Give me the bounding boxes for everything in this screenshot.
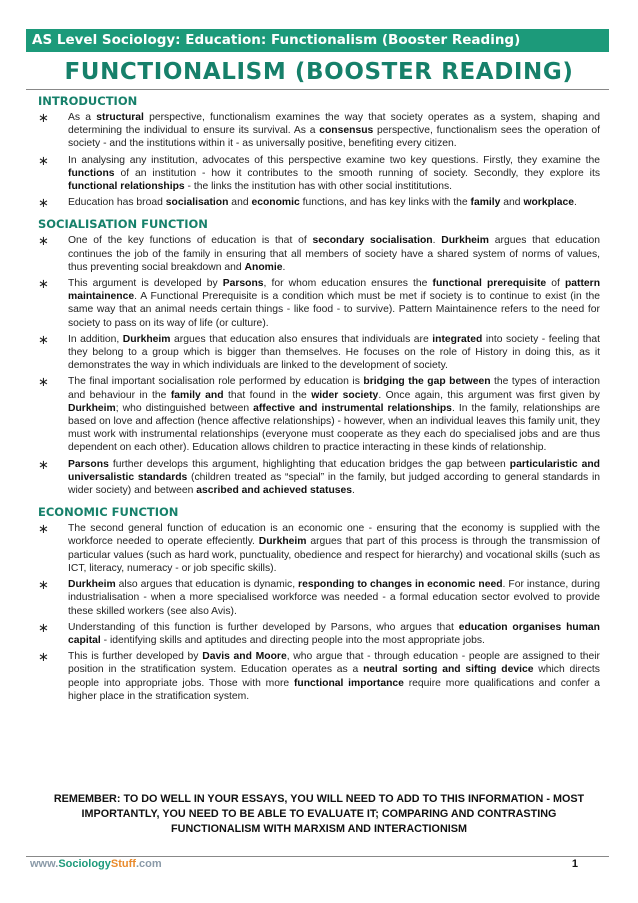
reminder-line: IMPORTANTLY, YOU NEED TO BE ABLE TO EVALUATE IT; COMPARING AND CONTRASTING bbox=[81, 808, 557, 820]
text-run: The second general function of education is an economic one - ensuring that the economy is supplied with the workforce needed to operate effeciently. bbox=[68, 523, 600, 548]
text-run: and bbox=[500, 197, 524, 209]
text-run: In addition, bbox=[68, 333, 123, 345]
asterisk-bullet-icon: ∗ bbox=[38, 110, 49, 125]
reminder-line: FUNCTIONALISM WITH MARXISM AND INTERACTIONISM bbox=[171, 823, 467, 835]
bold-term: Parsons bbox=[222, 278, 264, 290]
asterisk-bullet-icon: ∗ bbox=[38, 619, 49, 635]
text-run: . In the family, relationships are based on love and affection (hence affective relationships) - however, when an individual leaves this family unit, they must work with instrumental relationships (everyone must cooperate as they each do specialised jobs and are thus dependent on each other). Education allows children to practice interacting in these kinds of relationship. bbox=[68, 402, 600, 454]
section-heading: ECONOMIC FUNCTION bbox=[38, 505, 179, 520]
bullet-item bbox=[38, 111, 600, 151]
bold-term: functional importance bbox=[293, 677, 404, 689]
footer-website-link[interactable] bbox=[30, 858, 162, 870]
bold-term: neutral sorting and sifting device bbox=[363, 664, 534, 676]
footer-divider bbox=[26, 856, 609, 857]
bold-term: secondary socialisation bbox=[312, 235, 433, 247]
text-run: This is further developed by bbox=[68, 651, 203, 663]
bold-term: functional prerequisite bbox=[432, 278, 547, 290]
text-run: , for whom education ensures the bbox=[263, 278, 433, 290]
bullet-item bbox=[38, 196, 600, 209]
bold-term: Anomie bbox=[244, 261, 283, 273]
asterisk-bullet-icon: ∗ bbox=[38, 233, 49, 249]
text-run: This argument is developed by bbox=[68, 278, 223, 290]
text-run: . Once again, this argument was first given by bbox=[378, 389, 600, 401]
footer-url-suffix: .com bbox=[135, 858, 162, 870]
bold-term: wider society bbox=[311, 389, 379, 401]
bold-term: Durkheim bbox=[68, 402, 116, 414]
text-run: require more qualifications and confer a higher place in the stratification system. bbox=[68, 677, 600, 702]
bold-term: integrated bbox=[432, 333, 483, 345]
bullet-item bbox=[38, 333, 600, 373]
section-economic-function bbox=[38, 505, 600, 703]
page-number: 1 bbox=[571, 858, 578, 870]
bold-term: particularistic and universalistic standards bbox=[68, 458, 600, 483]
footer-url-prefix: www. bbox=[30, 858, 59, 870]
bullet-list bbox=[38, 111, 600, 209]
text-run: into society - feeling that they belong to a group which is bigger than themselves. He focuses on the role of History in doing this, as it demonstrates the way in which individuals are linked to the development of society. bbox=[68, 333, 601, 372]
bold-term: socialisation bbox=[165, 197, 229, 209]
text-run: which directs people into appropriate jobs. Those with more bbox=[68, 664, 600, 689]
bullet-item bbox=[38, 522, 600, 575]
text-run: One of the key functions of education is that of bbox=[68, 235, 313, 247]
header-banner: AS Level Sociology: Education: Functionalism (Booster Reading) bbox=[26, 29, 609, 52]
text-run: functions, and has key links with the bbox=[299, 197, 471, 209]
main-content bbox=[38, 94, 600, 706]
bold-term: Durkheim bbox=[258, 536, 307, 548]
section-introduction bbox=[38, 94, 600, 209]
asterisk-bullet-icon: ∗ bbox=[38, 521, 49, 537]
footer-url-stuff: Stuff bbox=[110, 858, 136, 870]
text-run: of bbox=[546, 278, 565, 290]
bold-term: Parsons bbox=[68, 458, 109, 470]
bold-term: Durkheim bbox=[68, 579, 116, 591]
bullet-item bbox=[38, 650, 600, 703]
text-run: and bbox=[228, 197, 252, 209]
title-divider bbox=[26, 89, 609, 90]
text-run: . bbox=[352, 485, 355, 497]
text-run: . For instance, during industrialisation - when a more specialised workforce was needed - a formal education sector evolved to provide these skilled workers (see also Avis). bbox=[68, 579, 600, 617]
bullet-item bbox=[38, 154, 600, 194]
text-run: . bbox=[432, 235, 442, 247]
bullet-list bbox=[38, 234, 600, 497]
bold-term: workplace bbox=[523, 197, 575, 209]
bullet-item bbox=[38, 277, 600, 330]
asterisk-bullet-icon: ∗ bbox=[38, 374, 49, 390]
bullet-item bbox=[38, 578, 600, 618]
bold-term: ascribed and achieved statuses bbox=[196, 485, 353, 497]
text-run: , who argue that - through education - people are assigned to their position in the stratification system. Education operates as a bbox=[68, 651, 600, 676]
text-run: Understanding of this function is further developed by Parsons, who argues that bbox=[68, 621, 459, 633]
text-run: argues that education also ensures that individuals are bbox=[170, 333, 433, 345]
bold-term: pattern maintainence bbox=[68, 278, 601, 303]
bold-term: functional relationships bbox=[68, 181, 185, 193]
text-run: . A Functional Prerequisite is a condition which must be met if society is to continue to exist (in the same way that an animal needs certain things - like food - to survive). Pattern Maintainence refers to the need for society to pass on its way of life (or culture). bbox=[68, 291, 600, 329]
text-run: . bbox=[282, 261, 286, 273]
bullet-item bbox=[38, 375, 600, 454]
bullet-item bbox=[38, 458, 600, 498]
bold-term: structural bbox=[96, 112, 144, 123]
asterisk-bullet-icon: ∗ bbox=[38, 649, 49, 665]
reminder-line: REMEMBER: TO DO WELL IN YOUR ESSAYS, YOU WILL NEED TO ADD TO THIS INFORMATION - MOST bbox=[53, 793, 585, 805]
text-run: of an institution - how it contributes to the smooth running of society. Secondly, they explore its bbox=[114, 167, 600, 179]
text-run: In analysing any institution, advocates of this perspective examine two key questions. Firstly, they examine the bbox=[68, 154, 600, 166]
section-socialisation-function bbox=[38, 217, 600, 497]
bullet-item bbox=[38, 234, 600, 274]
text-run: perspective, functionalism sees the operation of society - and the institutions within it - as universally positive, benefiting every citizen. bbox=[68, 125, 600, 150]
asterisk-bullet-icon: ∗ bbox=[38, 331, 49, 347]
text-run: argues that education continues the job of the family in ensuring that all members of society have a shared system of norms of values, thus preventing social breakdown and bbox=[68, 235, 600, 273]
section-heading: INTRODUCTION bbox=[38, 94, 138, 108]
text-run: perspective, functionalism examines the way that society operates as a system, shaping and determining the individual to ensure its survival. As a bbox=[68, 112, 600, 137]
page-title: FUNCTIONALISM (BOOSTER READING) bbox=[64, 59, 574, 85]
bold-term: bridging the gap between bbox=[363, 376, 491, 388]
reminder-note bbox=[40, 792, 598, 837]
text-run: - the links the institution has with other social instititutions. bbox=[184, 181, 453, 193]
bold-term: affective and instrumental relationships bbox=[253, 402, 452, 414]
bold-term: Durkheim bbox=[441, 235, 489, 247]
bold-term: Davis and Moore bbox=[202, 651, 287, 663]
asterisk-bullet-icon: ∗ bbox=[38, 152, 49, 168]
text-run: (children treated as “special” in the family, but judged according to general standards in wider society) and between bbox=[68, 471, 600, 497]
text-run: The final important socialisation role performed by education is bbox=[68, 376, 364, 388]
bold-term: education organises human capital bbox=[68, 621, 601, 646]
text-run: As a bbox=[68, 112, 97, 123]
asterisk-bullet-icon: ∗ bbox=[38, 456, 49, 472]
text-run: argues that part of this process is through the transmission of particular values (such as hard work, punctuality, obedience and respect for hierarchy) and vocational skills (such as ICT, literacy, numeracy - or job specific skills). bbox=[68, 536, 601, 574]
text-run: further develops this argument, highlighting that education bridges the gap between bbox=[108, 458, 510, 470]
bold-term: consensus bbox=[319, 125, 374, 137]
bullet-list bbox=[38, 522, 600, 703]
text-run: . bbox=[574, 197, 577, 209]
bold-term: family bbox=[470, 197, 501, 209]
text-run: - identifying skills and aptitudes and directing people into the most appropriate jobs. bbox=[100, 634, 485, 646]
bold-term: economic bbox=[251, 197, 300, 209]
text-run: the types of interaction and behaviour in the bbox=[68, 376, 600, 401]
asterisk-bullet-icon: ∗ bbox=[38, 577, 49, 593]
text-run: also argues that education is dynamic, bbox=[115, 579, 299, 591]
bold-term: family and bbox=[170, 389, 224, 401]
asterisk-bullet-icon: ∗ bbox=[38, 195, 49, 211]
bold-term: Durkheim bbox=[122, 333, 171, 345]
bullet-item bbox=[38, 621, 600, 647]
bold-term: responding to changes in economic need bbox=[298, 579, 503, 591]
footer-url-sociology: Sociology bbox=[58, 858, 111, 870]
text-run: that found in the bbox=[223, 389, 312, 401]
bold-term: functions bbox=[68, 167, 115, 179]
text-run: Education has broad bbox=[68, 197, 166, 209]
text-run: ; who distinguished between bbox=[115, 402, 254, 414]
section-heading: SOCIALISATION FUNCTION bbox=[38, 217, 208, 232]
asterisk-bullet-icon: ∗ bbox=[38, 276, 49, 292]
